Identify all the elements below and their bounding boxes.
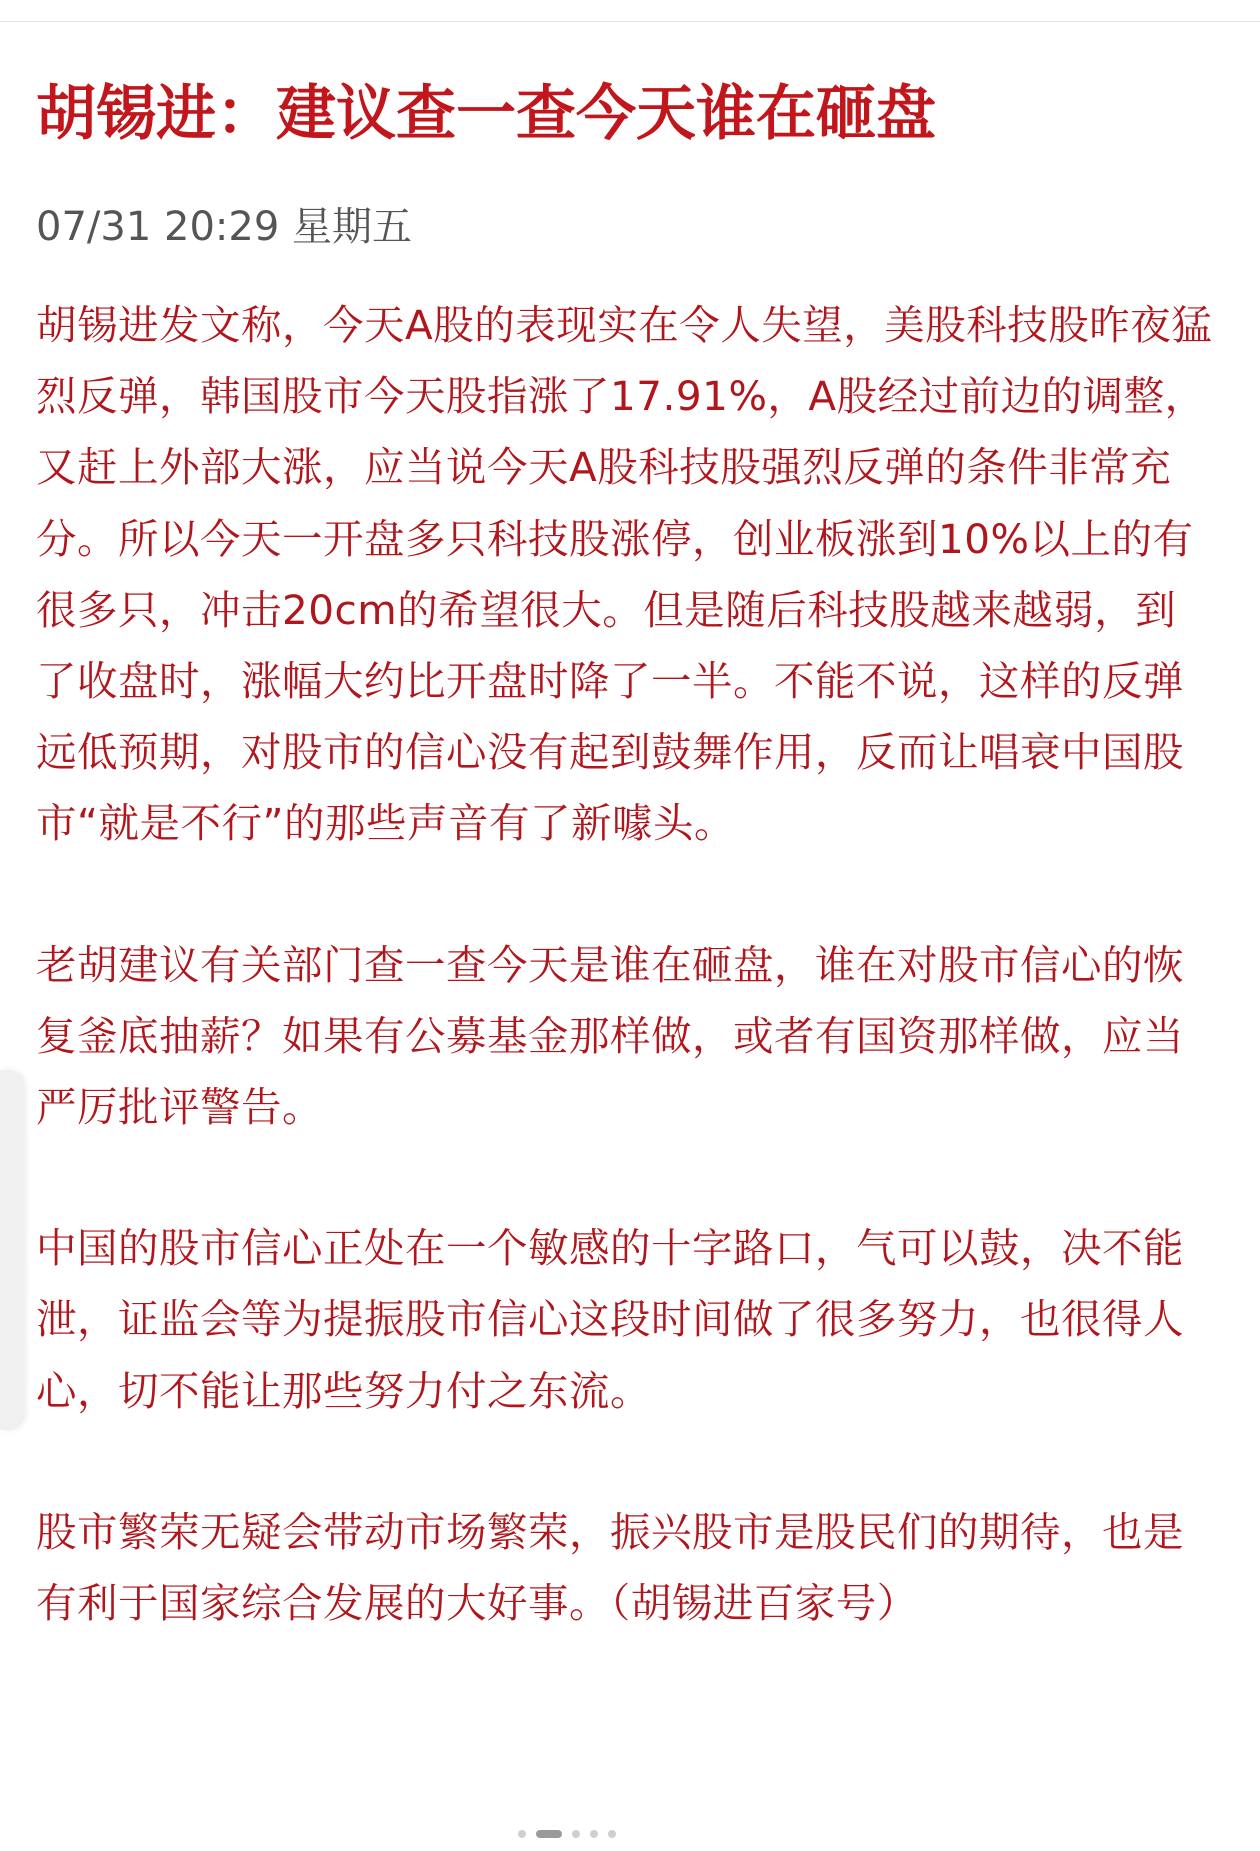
paragraph: 老胡建议有关部门查一查今天是谁在砸盘，谁在对股市信心的恢复釜底抽薪？如果有公募基金那样做，或者有国资那样做，应当严厉批评警告。 — [36, 940, 1184, 1132]
page-dot[interactable] — [590, 1830, 598, 1838]
page-dot-active[interactable] — [536, 1830, 562, 1838]
paragraph: 胡锡进发文称，今天A股的表现实在令人失望，美股科技股昨夜猛烈反弹，韩国股市今天股指涨了17.91%，A股经过前边的调整，又赶上外部大涨，应当说今天A股科技股强烈反弹的条件非常充分。所以今天一开盘多只科技股涨停，创业板涨到10%以上的有很多只，冲击20cm的希望很大。但是随后科技股越来越弱，到了收盘时，涨幅大约比开盘时降了一半。不能不说，这样的反弹远低预期，对股市的信心没有起到鼓舞作用，反而让唱衰中国股市“就是不行”的那些声音有了新噱头。 — [36, 301, 1213, 848]
article-timestamp: 07/31 20:29 星期五 — [36, 204, 412, 250]
side-drawer-handle[interactable] — [0, 1070, 24, 1430]
paragraph: 股市繁荣无疑会带动市场繁荣，振兴股市是股民们的期待，也是有利于国家综合发展的大好事。（胡锡进百家号） — [36, 1507, 1184, 1628]
paragraph: 中国的股市信心正处在一个敏感的十字路口，气可以鼓，决不能泄，证监会等为提振股市信心这段时间做了很多努力，也很得人心，切不能让那些努力付之东流。 — [36, 1224, 1184, 1415]
page-dot[interactable] — [608, 1830, 616, 1838]
article — [36, 22, 1216, 1639]
article-title: 胡锡进：建议查一查今天谁在砸盘 — [36, 79, 936, 149]
page-dot[interactable] — [572, 1830, 580, 1838]
page-indicator — [518, 1830, 616, 1838]
page-dot[interactable] — [518, 1830, 526, 1838]
article-body — [36, 290, 1216, 1639]
